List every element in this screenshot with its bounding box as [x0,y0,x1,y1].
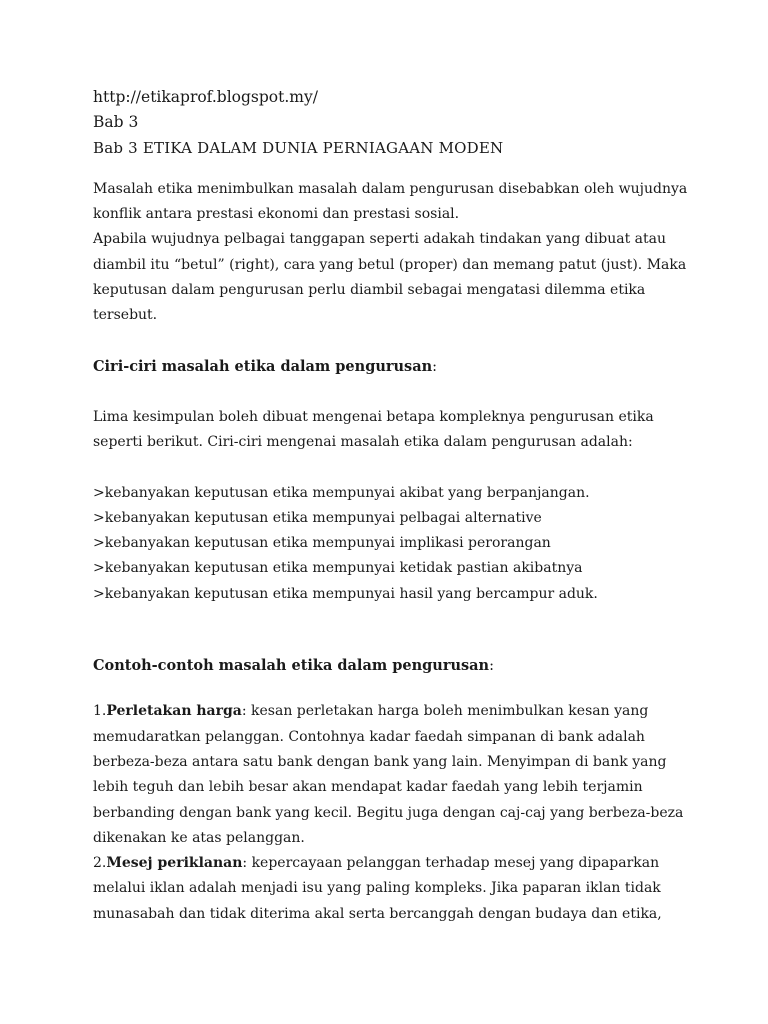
characteristics-intro-line: Lima kesimpulan boleh dibuat mengenai betapa kompleknya pengurusan etika [93,408,654,425]
chapter-title: Bab 3 ETIKA DALAM DUNIA PERNIAGAAN MODEN [93,138,504,157]
example-line: berbeza-beza antara satu bank dengan bank yang lain. Menyimpan di bank yang [93,753,667,770]
spacer [93,329,688,354]
list-item: >kebanyakan keputusan etika mempunyai pelbagai alternative [93,509,542,526]
source-url: http://etikaprof.blogspot.my/ [93,88,318,106]
example-text: : kepercayaan pelanggan terhadap mesej yang dipaparkan [242,855,660,872]
example-item-2 [93,851,688,927]
list-item: >kebanyakan keputusan etika mempunyai akibat yang berpanjangan. [93,484,590,501]
example-line: melalui iklan adalah menjadi isu yang paling kompleks. Jika paparan iklan tidak [93,880,661,897]
example-line: berbanding dengan bank yang kecil. Begitu juga dengan caj-caj yang berbeza-beza [93,804,684,821]
chapter-label: Bab 3 [93,113,139,132]
list-item: >kebanyakan keputusan etika mempunyai ketidak pastian akibatnya [93,560,583,577]
example-line: lebih teguh dan lebih besar akan mendapat kadar faedah yang lebih terjamin [93,779,643,796]
intro-section [93,177,688,329]
example-label: Mesej periklanan [106,855,243,872]
intro-line: tersebut. [93,307,158,324]
characteristics-heading [93,354,688,380]
example-line: memudaratkan pelanggan. Contohnya kadar faedah simpanan di bank adalah [93,728,645,745]
intro-line: Masalah etika menimbulkan masalah dalam pengurusan disebabkan oleh wujudnya [93,180,688,197]
example-number: 1. [93,703,107,720]
intro-line: Apabila wujudnya pelbagai tanggapan seperti adakah tindakan yang dibuat atau [93,231,666,248]
example-line: dikenakan ke atas pelanggan. [93,829,305,846]
example-item-1 [93,699,688,851]
example-line: munasabah dan tidak diterima akal serta bercanggah dengan budaya dan etika, [93,905,662,922]
characteristics-heading-text: Ciri-ciri masalah etika dalam pengurusan [93,357,433,375]
list-item: >kebanyakan keputusan etika mempunyai hasil yang bercampur aduk. [93,585,598,602]
spacer [93,380,688,405]
heading-colon: : [489,658,494,675]
intro-line: keputusan dalam pengurusan perlu diambil sebagai mengatasi dilemma etika [93,282,646,299]
example-label: Perletakan harga [106,703,242,720]
intro-line: diambil itu “betul” (right), cara yang betul (proper) dan memang patut (just). Maka [93,256,687,273]
example-number: 2. [93,855,107,872]
list-item: >kebanyakan keputusan etika mempunyai implikasi perorangan [93,535,551,552]
intro-line: konflik antara prestasi ekonomi dan prestasi sosial. [93,206,460,223]
example-first-line [93,851,688,876]
spacer [93,637,688,653]
heading-colon: : [432,358,438,375]
example-first-line [93,699,688,724]
spacer [93,456,688,481]
spacer [93,607,688,637]
characteristics-list [93,481,688,607]
spacer [93,679,688,699]
characteristics-intro-line: seperti berikut. Ciri-ciri mengenai masalah etika dalam pengurusan adalah: [93,434,633,451]
spacer [93,161,688,177]
characteristics-intro [93,405,688,456]
examples-heading-text: Contoh-contoh masalah etika dalam pengurusan [93,657,490,675]
example-text: : kesan perletakan harga boleh menimbulkan kesan yang [241,703,649,720]
examples-heading [93,653,688,679]
